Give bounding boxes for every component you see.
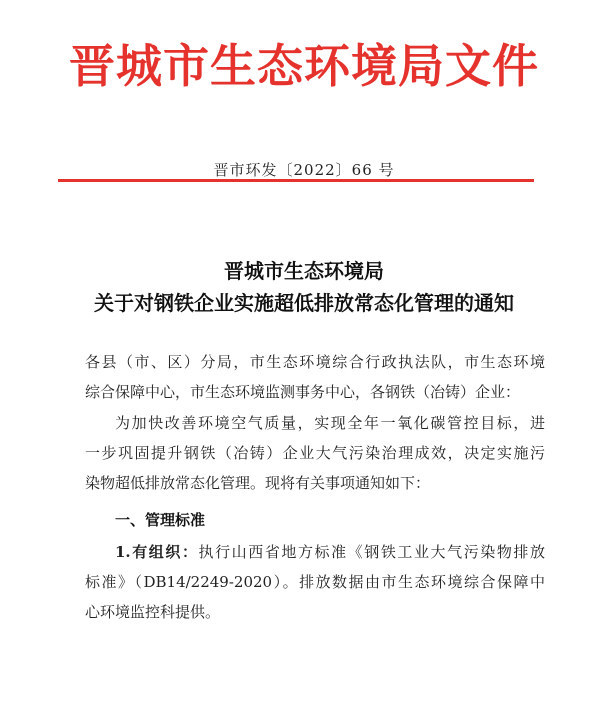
section-heading-management-standard: 一、管理标准 — [115, 511, 206, 529]
salutation-line: 各县（市、区）分局，市生态环境综合行政执法队，市生态环境 — [85, 353, 545, 371]
item-line — [85, 537, 545, 567]
intro-line: 为加快改善环境空气质量，实现全年一氧化碳管控目标，进 — [115, 414, 545, 432]
item-line-text: 执行山西省地方标准《钢铁工业大气污染物排放 — [198, 543, 545, 561]
intro-line: 一步巩固提升钢铁（冶铸）企业大气污染治理成效，决定实施污 — [85, 444, 545, 462]
document-number: 晋市环发〔2022〕66 号 — [213, 161, 395, 179]
item-line: 心环境监控科提供。 — [85, 603, 221, 621]
item-organized-emission — [85, 537, 545, 627]
item-line: 标准》（DB14/2249-2020）。排放数据由市生态环境综合保障中 — [85, 573, 545, 591]
intro-line: 染物超低排放常态化管理。现将有关事项通知如下： — [85, 474, 431, 492]
notice-title-subject: 关于对钢铁企业实施超低排放常态化管理的通知 — [94, 291, 514, 315]
red-divider-line — [58, 179, 534, 182]
intro-paragraph — [85, 408, 545, 498]
salutation-line: 综合保障中心，市生态环境监测事务中心，各钢铁（冶铸）企业： — [85, 383, 521, 401]
notice-title-issuer: 晋城市生态环境局 — [224, 259, 384, 283]
salutation-paragraph — [85, 347, 545, 407]
item-lead-label: 1.有组织： — [115, 543, 199, 561]
document-masthead: 晋城市生态环境局文件 — [69, 39, 539, 93]
